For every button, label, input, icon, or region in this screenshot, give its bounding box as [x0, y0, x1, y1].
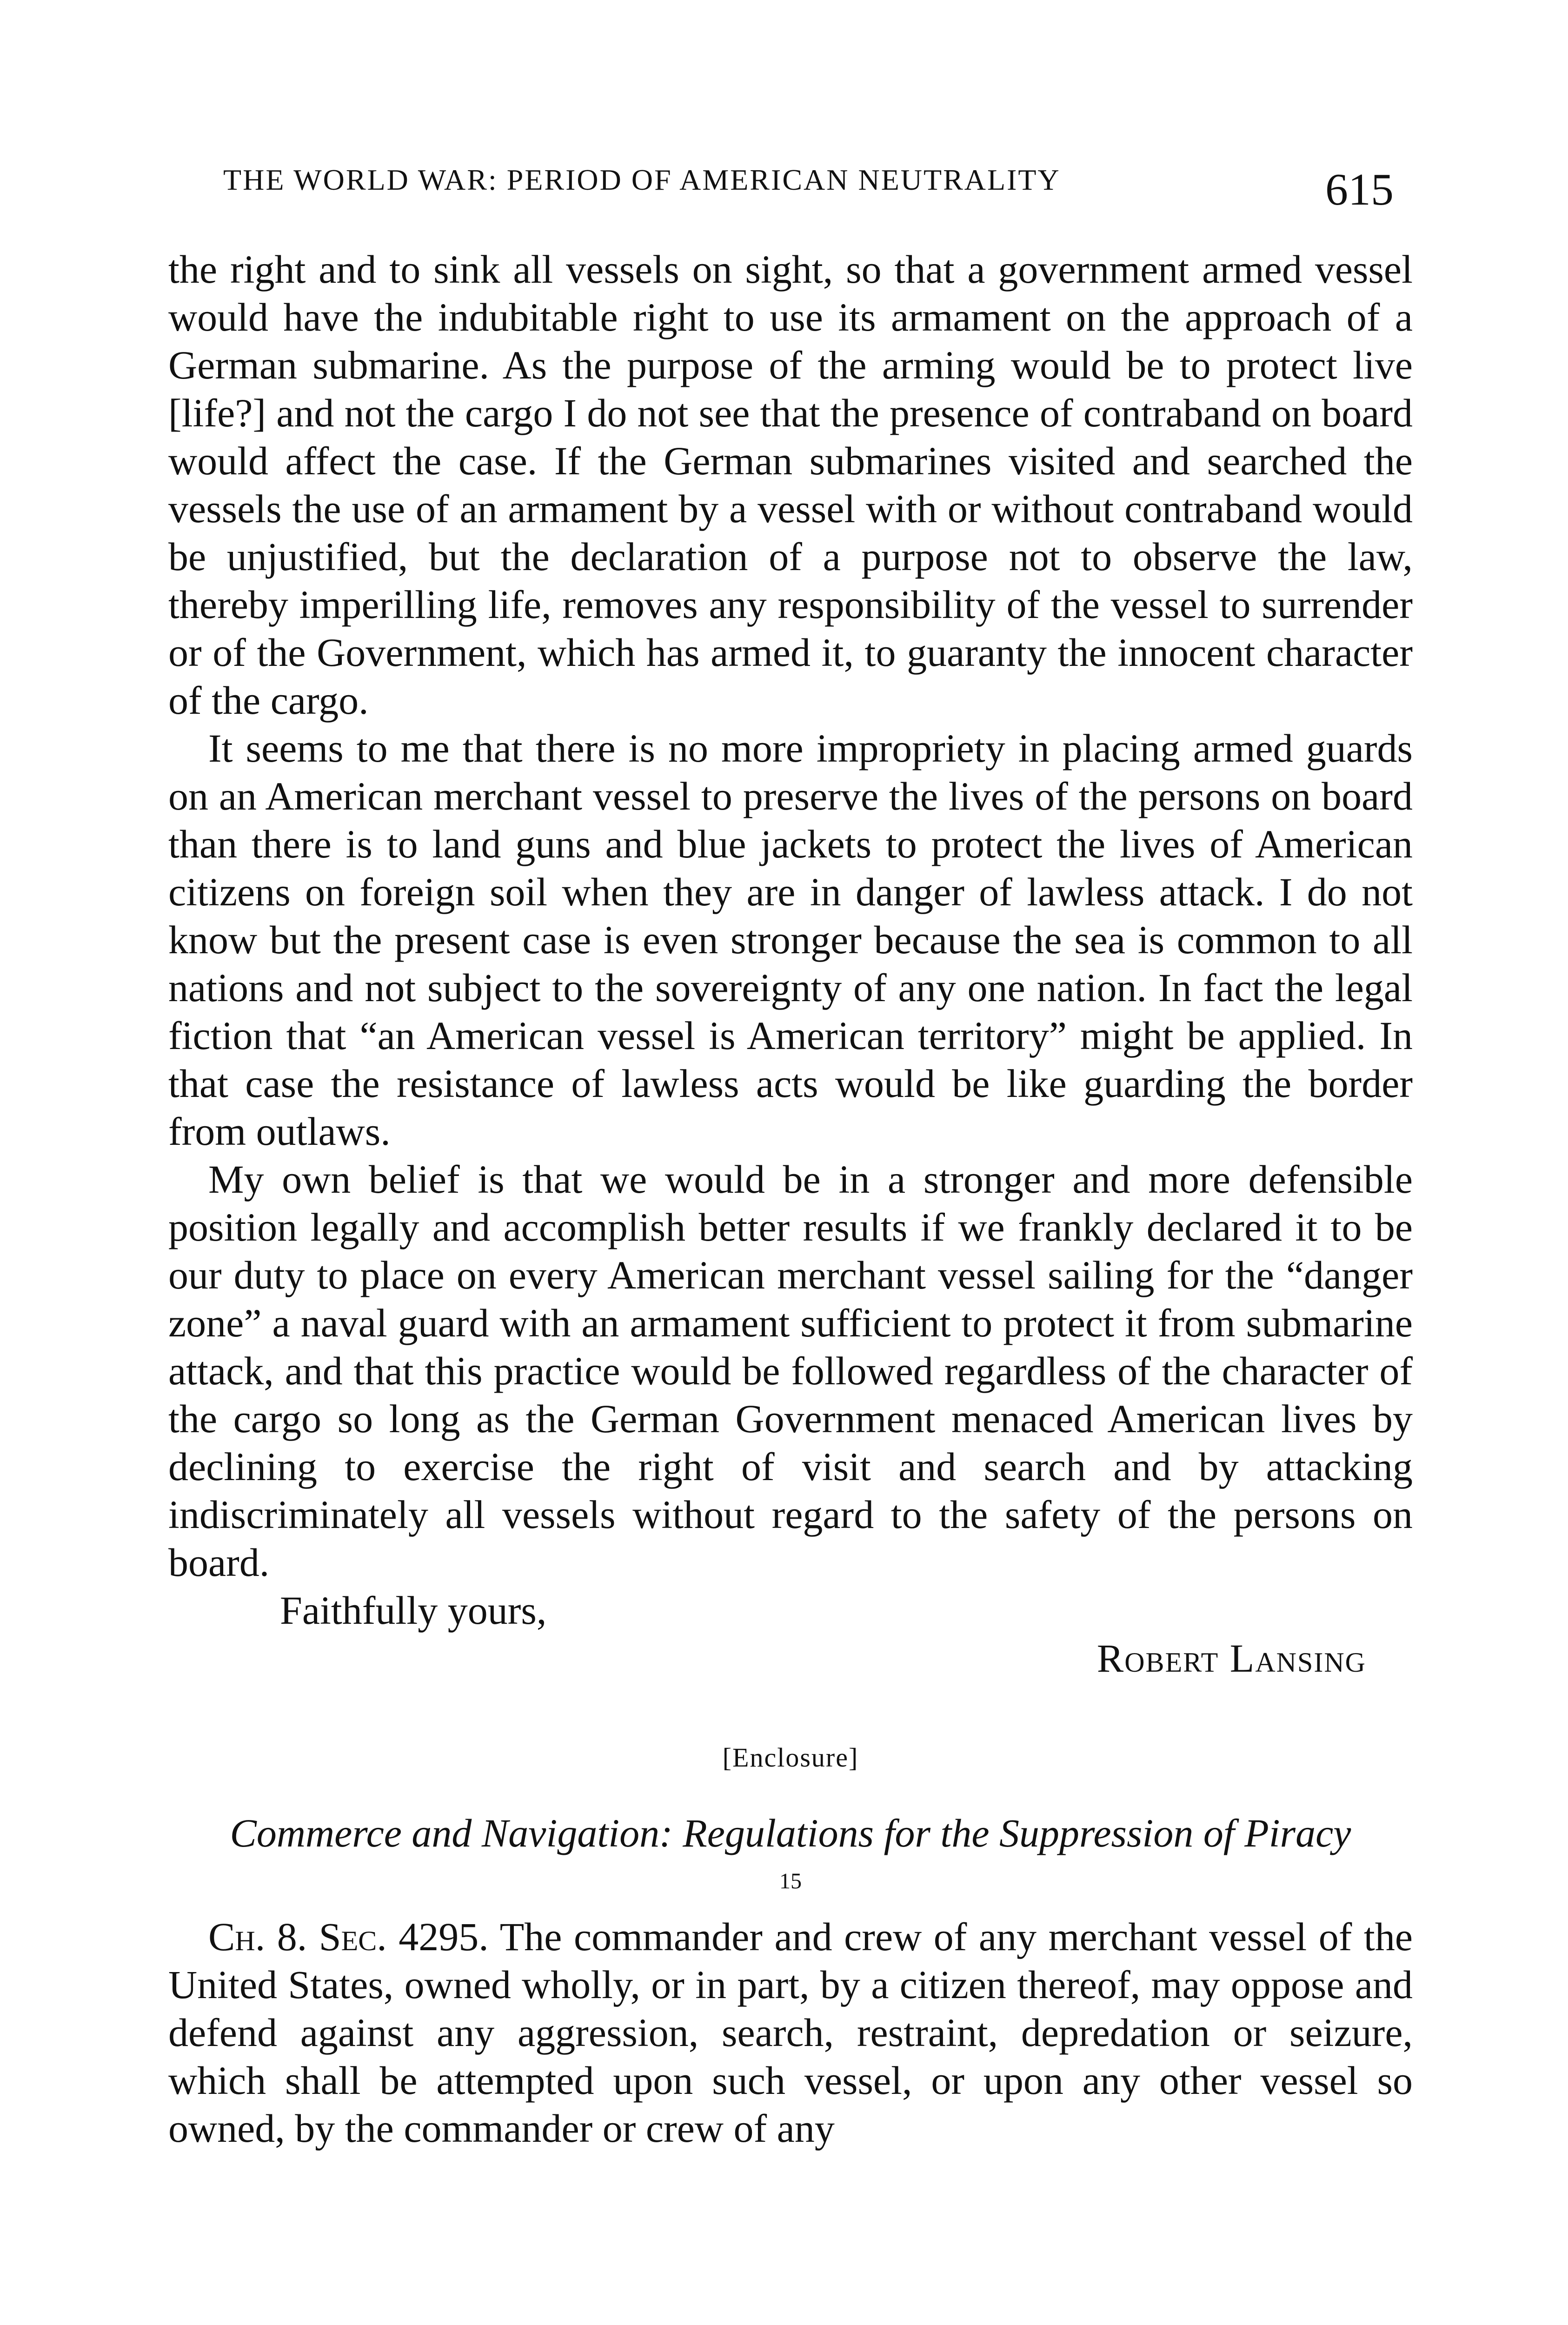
letter-paragraph: My own belief is that we would be in a stronger and more defensible position legally and accomplish better results if we frankly declared it to be our duty to place on every American merchant vessel sailing for the “danger zone” a naval guard with an armament sufficient to protect it from submarine attack, and that this practice would be followed regardless of the character of the cargo so long as the German Government menaced American lives by declining to exercise the right of visit and search and by attacking indiscriminately all vessels without regard to the safety of the persons on board. [168, 1157, 1413, 1585]
letter-paragraph: the right and to sink all vessels on sight, so that a government armed vessel would have the indubitable right to use its armament on the approach of a German submarine. As the purpose of the arming would be to protect live [life?] and not the cargo I do not see that the presence of contraband on board would affect the case. If the German submarines visited and searched the vessels the use of an armament by a vessel with or without contraband would be unjustified, but the declaration of a purpose not to observe the law, thereby imperilling life, removes any responsibility of the vessel to surrender or of the Government, which has armed it, to guaranty the innocent character of the cargo. [168, 247, 1413, 723]
signature: Robert Lansing [1096, 1636, 1366, 1681]
enclosure-title-text: Commerce and Navigation: Regulations for the Suppression of Piracy [230, 1811, 1351, 1855]
statute-section [168, 1913, 1413, 2152]
body-text [168, 246, 1413, 2152]
footnote-reference: 15 [779, 1869, 802, 1893]
enclosure-title [168, 1809, 1413, 1913]
letter-paragraph: It seems to me that there is no more impropriety in placing armed guards on an American merchant vessel to preserve the lives of the persons on board than there is to land guns and blue jackets to protect the lives of American citizens on foreign soil when they are in danger of lawless attack. I do not know but the present case is even stronger because the sea is common to all nations and not subject to the sovereignty of any one nation. In fact the legal fiction that “an American vessel is American territory” might be applied. In that case the resistance of lawless acts would be like guarding the border from outlaws. [168, 726, 1413, 1154]
running-head: THE WORLD WAR: PERIOD OF AMERICAN NEUTRALITY [223, 163, 1061, 196]
page-number: 615 [1325, 165, 1394, 215]
closing-line: Faithfully yours, [280, 1588, 547, 1633]
section-text: The commander and crew of any merchant vessel of the United States, owned wholly, or in part, by a citizen thereof, may oppose and defend against any aggression, search, restraint, depredation or seizure, which shall be attempted upon such vessel, or upon any other vessel so owned, by the commander or crew of any [168, 1914, 1413, 2151]
enclosure-label: [Enclosure] [722, 1742, 859, 1773]
section-label: Ch. 8. Sec. 4295. [208, 1914, 489, 1959]
